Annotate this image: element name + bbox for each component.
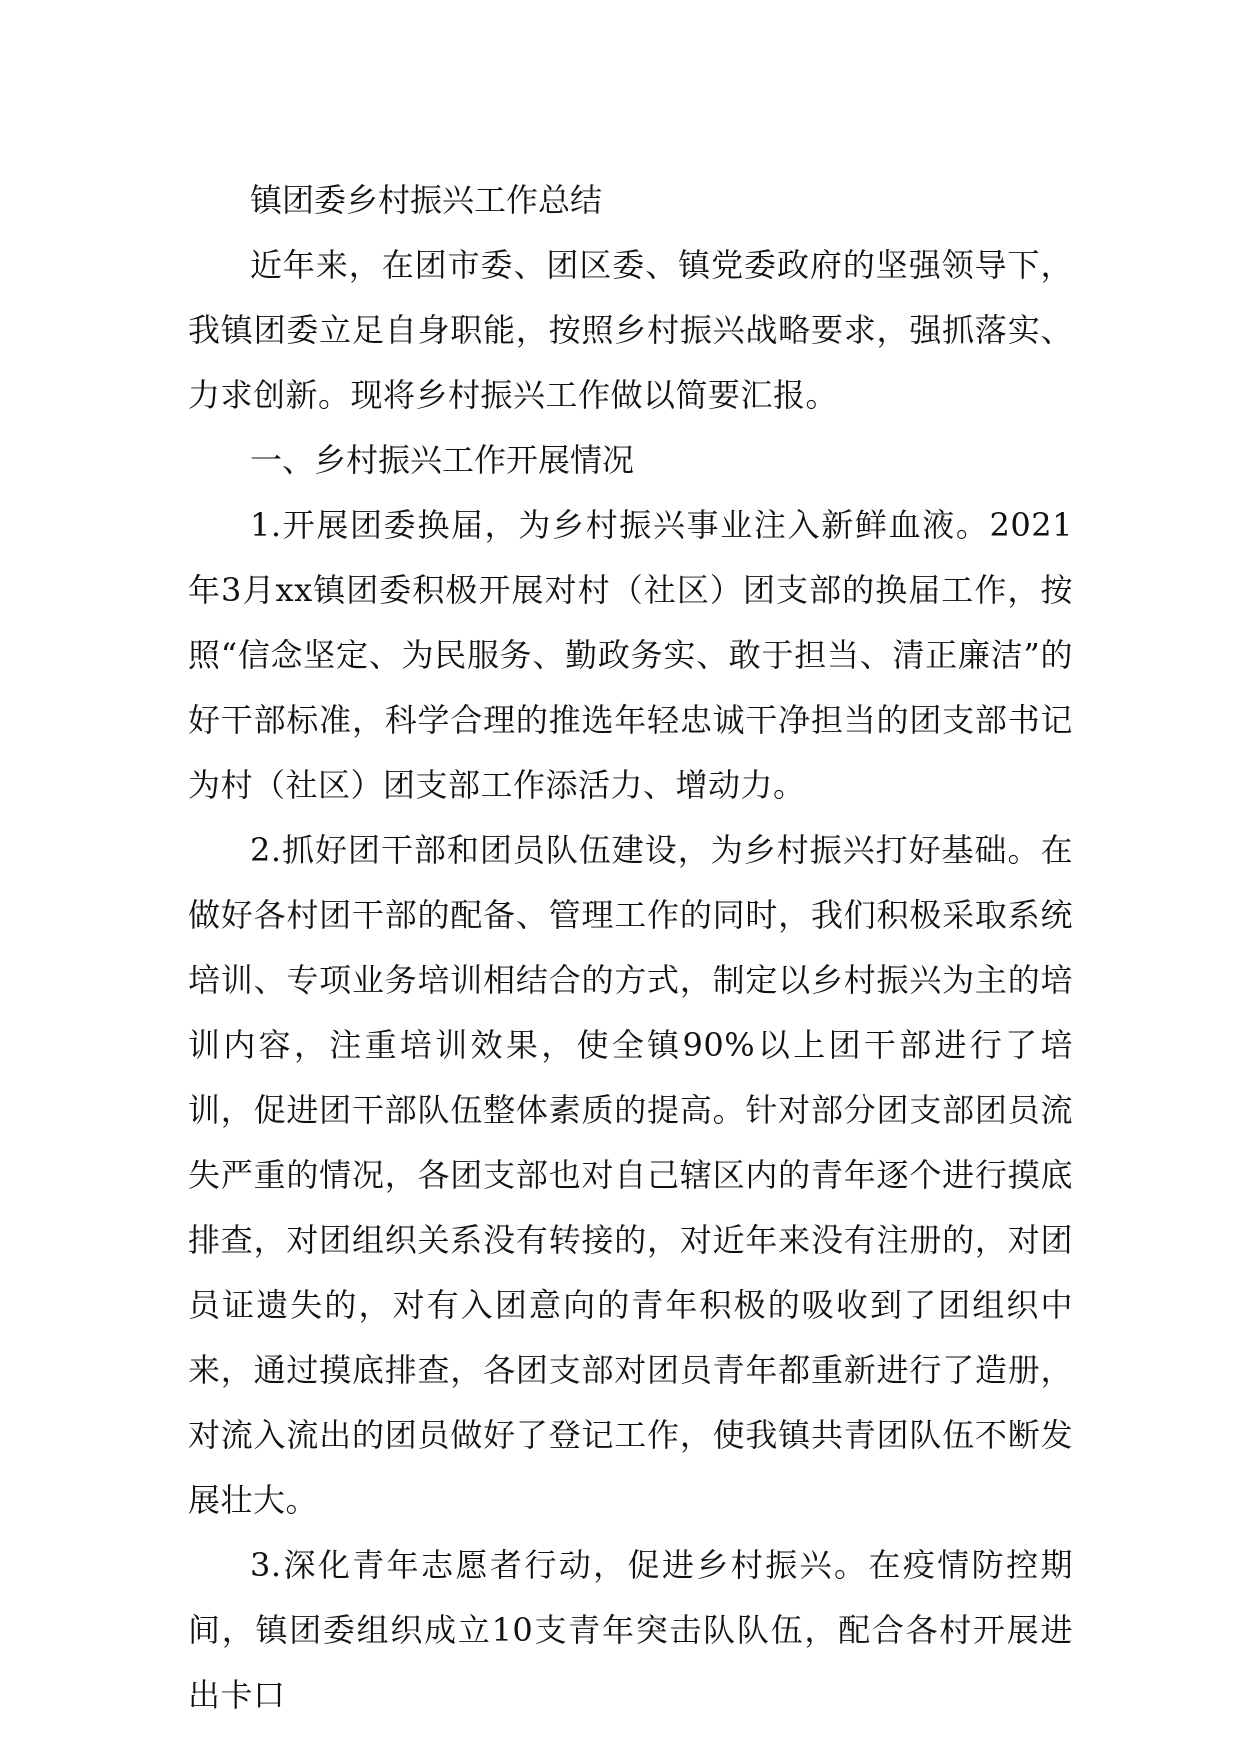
item-paragraph-3: 3.深化青年志愿者行动，促进乡村振兴。在疫情防控期间，镇团委组织成立10支青年突击队队伍，配合各村开展进出卡口 [188,1546,1073,1714]
item-paragraph-2: 2.抓好团干部和团员队伍建设，为乡村振兴打好基础。在做好各村团干部的配备、管理工作的同时，我们积极采取系统培训、专项业务培训相结合的方式，制定以乡村振兴为主的培训内容，注重培训效果，使全镇90%以上团干部进行了培训，促进团干部队伍整体素质的提高。针对部分团支部团员流失严重的情况，各团支部也对自己辖区内的青年逐个进行摸底排查，对团组织关系没有转接的，对近年来没有注册的，对团员证遗失的，对有入团意向的青年积极的吸收到了团组织中来，通过摸底排查，各团支部对团员青年都重新进行了造册，对流入流出的团员做好了登记工作，使我镇共青团队伍不断发展壮大。 [188,831,1073,1519]
document-title: 镇团委乡村振兴工作总结 [250,181,603,219]
item-paragraph-1: 1.开展团委换届，为乡村振兴事业注入新鲜血液。2021年3月xx镇团委积极开展对村（社区）团支部的换届工作，按照“信念坚定、为民服务、勤政务实、敢于担当、清正廉洁”的好干部标准，科学合理的推选年轻忠诚干净担当的团支部书记为村（社区）团支部工作添活力、增动力。 [188,506,1073,804]
intro-paragraph: 近年来，在团市委、团区委、镇党委政府的坚强领导下，我镇团委立足自身职能，按照乡村振兴战略要求，强抓落实、力求创新。现将乡村振兴工作做以简要汇报。 [188,246,1073,414]
document-body [188,168,1073,1728]
section-heading: 一、乡村振兴工作开展情况 [250,441,635,479]
